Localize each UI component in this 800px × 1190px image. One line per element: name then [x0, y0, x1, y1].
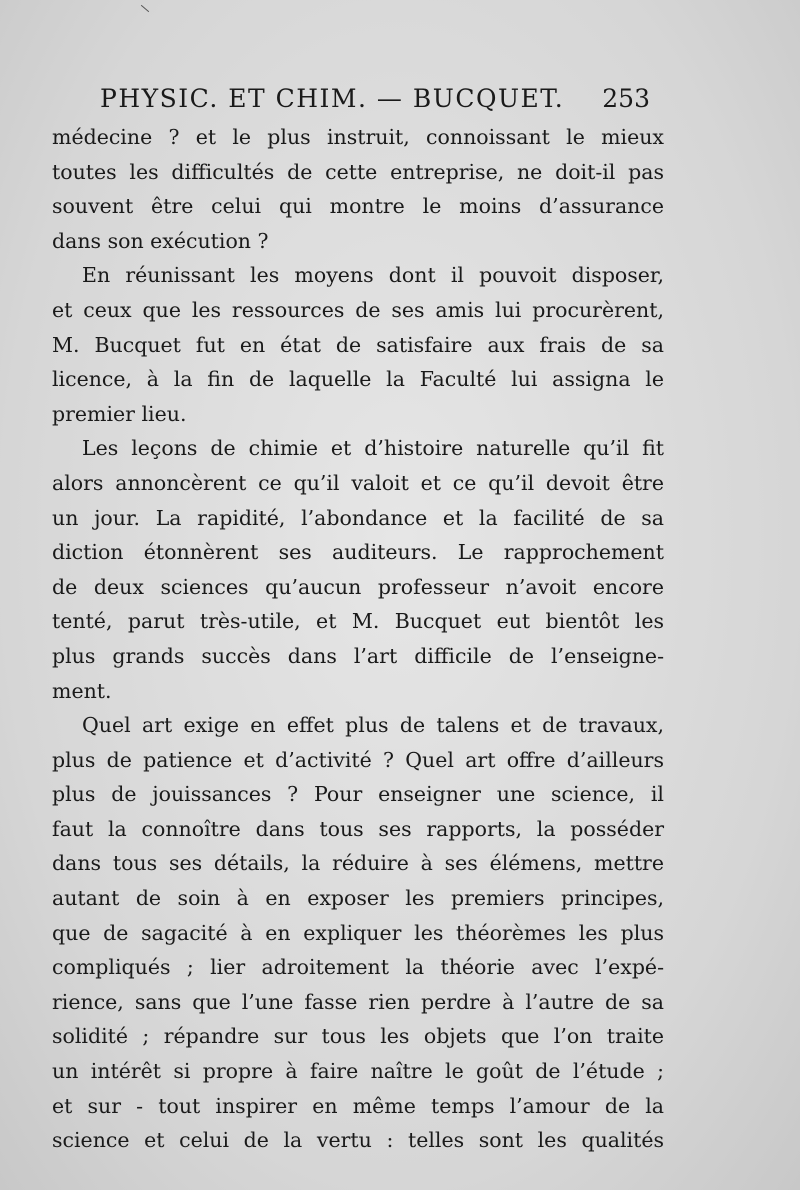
text-line: En réunissant les moyens dont il pouvoit disposer, — [82, 263, 664, 288]
text-line: et ceux que les ressources de ses amis lui procurèrent, — [52, 297, 664, 322]
text-line: souvent être celui qui montre le moins d’assurance — [52, 194, 664, 219]
text-line: plus de patience et d’activité ? Quel art offre d’ailleurs — [52, 747, 664, 772]
text-line: premier lieu. — [52, 401, 187, 426]
text-line: toutes les difficultés de cette entreprise, ne doit-il pas — [52, 159, 664, 184]
text-line: de deux sciences qu’aucun professeur n’avoit encore — [52, 574, 664, 599]
text-line: un intérêt si propre à faire naître le goût de l’étude ; — [52, 1059, 664, 1084]
text-line: un jour. La rapidité, l’abondance et la facilité de sa — [52, 505, 664, 530]
ink-speck — [141, 5, 149, 12]
text-line: science et celui de la vertu : telles sont les qualités — [52, 1128, 664, 1153]
text-line: tenté, parut très-utile, et M. Bucquet eut bientôt les — [52, 609, 664, 634]
text-line: diction étonnèrent ses auditeurs. Le rapprochement — [52, 540, 664, 565]
text-line: que de sagacité à en expliquer les théorèmes les plus — [52, 920, 664, 945]
text-line: autant de soin à en exposer les premiers principes, — [52, 886, 664, 911]
text-line: alors annoncèrent ce qu’il valoit et ce qu’il devoit être — [52, 470, 664, 495]
body-text — [52, 120, 664, 1158]
text-line: dans son exécution ? — [52, 228, 269, 253]
text-line: faut la connoître dans tous ses rapports, la posséder — [52, 816, 664, 841]
text-line: Les leçons de chimie et d’histoire naturelle qu’il fit — [82, 436, 664, 461]
text-line: solidité ; répandre sur tous les objets que l’on traite — [52, 1024, 664, 1049]
text-line: ment. — [52, 678, 112, 703]
text-line: rience, sans que l’une fasse rien perdre à l’autre de sa — [52, 989, 664, 1014]
text-line: plus de jouissances ? Pour enseigner une science, il — [52, 782, 664, 807]
text-line: et sur - tout inspirer en même temps l’amour de la — [52, 1093, 664, 1118]
text-line: plus grands succès dans l’art difficile de l’enseigne- — [52, 643, 664, 668]
text-line: M. Bucquet fut en état de satisfaire aux frais de sa — [52, 332, 664, 357]
running-header — [100, 84, 650, 113]
text-line: compliqués ; lier adroitement la théorie avec l’expé- — [52, 955, 664, 980]
text-line: licence, à la fin de laquelle la Faculté lui assigna le — [52, 367, 664, 392]
page-number: 253 — [602, 84, 650, 113]
text-line: Quel art exige en effet plus de talens et de travaux, — [82, 713, 664, 738]
text-line: dans tous ses détails, la réduire à ses élémens, mettre — [52, 851, 664, 876]
running-title: PHYSIC. ET CHIM. — BUCQUET. — [100, 84, 565, 113]
text-line: médecine ? et le plus instruit, connoissant le mieux — [52, 125, 664, 149]
